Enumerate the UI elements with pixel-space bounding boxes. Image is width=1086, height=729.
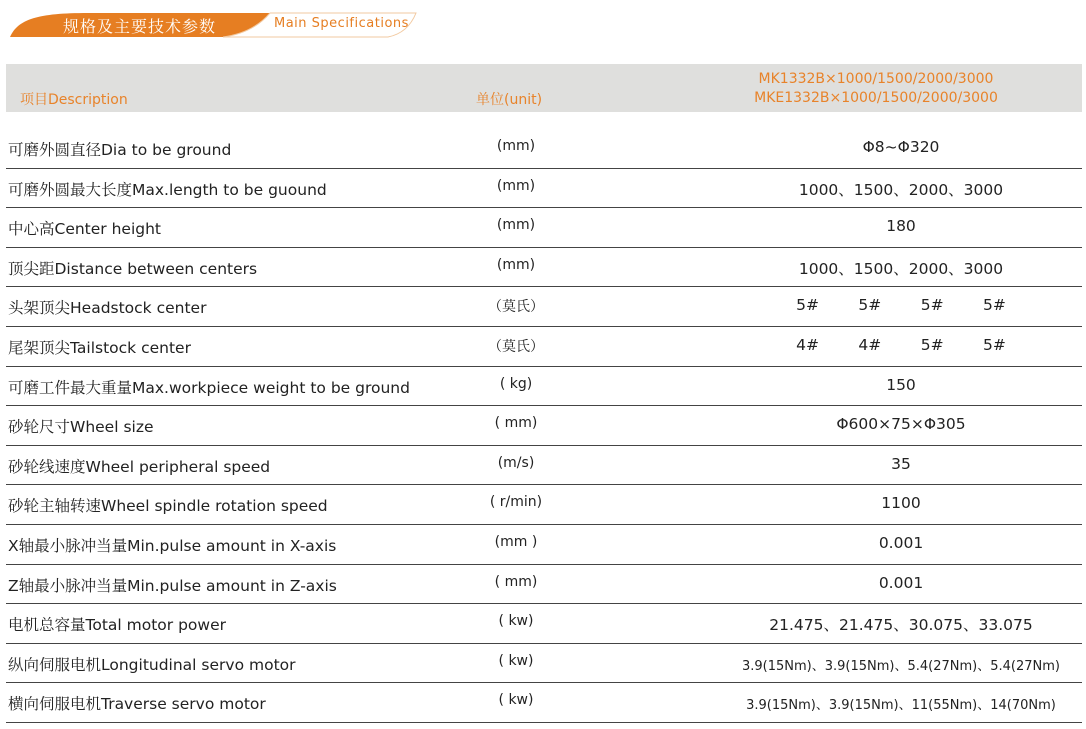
header-description: 项目Description: [20, 92, 128, 108]
row-value: 21.475、21.475、30.075、33.075: [769, 616, 1033, 635]
row-unit: （莫氏）: [488, 338, 544, 355]
section-banner: [8, 11, 418, 38]
row-value: 3.9(15Nm)、3.9(15Nm)、11(55Nm)、14(70Nm): [746, 698, 1056, 714]
row-description: 可磨外圆最大长度Max.length to be guound: [8, 180, 327, 199]
row-value: Φ600×75×Φ305: [836, 415, 966, 434]
row-description: 可磨外圆直径Dia to be ground: [8, 141, 232, 159]
row-description: 砂轮尺寸Wheel size: [8, 418, 154, 437]
row-unit: （莫氏）: [488, 299, 544, 316]
row-description: 横向伺服电机Traverse servo motor: [8, 695, 266, 714]
row-description: 可磨工件最大重量Max.workpiece weight to be ground: [8, 378, 410, 397]
row-unit: (mm): [496, 217, 536, 234]
table-row: [6, 406, 1082, 446]
table-row: [6, 208, 1082, 248]
row-description: X轴最小脉冲当量Min.pulse amount in X-axis: [8, 536, 337, 555]
table-row: [6, 485, 1082, 525]
row-unit: (mm ): [494, 533, 538, 550]
row-description: 中心高Center height: [8, 220, 162, 239]
row-description: 砂轮线速度Wheel peripheral speed: [8, 457, 271, 476]
row-unit: ( mm): [494, 415, 538, 432]
row-unit: ( kw): [498, 652, 534, 669]
row-unit: ( kw): [498, 692, 534, 709]
spec-table: [6, 129, 1082, 723]
row-unit: (mm): [496, 177, 536, 194]
row-value: Φ8~Φ320: [862, 138, 940, 156]
banner-title-en: Main Specifications: [274, 16, 409, 31]
row-description: 纵向伺服电机Longitudinal servo motor: [8, 655, 296, 674]
row-value: 5# 5# 5# 5#: [796, 296, 1006, 315]
row-description: 砂轮主轴转速Wheel spindle rotation speed: [8, 497, 328, 516]
row-value: 0.001: [878, 573, 924, 592]
row-value: 1000、1500、2000、3000: [798, 180, 1004, 199]
row-value: 3.9(15Nm)、3.9(15Nm)、5.4(27Nm)、5.4(27Nm): [742, 658, 1060, 674]
table-row: [6, 327, 1082, 367]
header-models: [706, 70, 1046, 108]
row-value: 1000、1500、2000、3000: [798, 259, 1004, 278]
header-model-1: MK1332B×1000/1500/2000/3000: [758, 71, 994, 87]
row-description: 电机总容量Total motor power: [8, 616, 226, 635]
row-value: 4# 4# 5# 5#: [796, 335, 1006, 354]
header-unit: 单位(unit): [476, 92, 543, 108]
row-unit: (mm): [496, 138, 536, 154]
header-model-2: MKE1332B×1000/1500/2000/3000: [754, 90, 998, 106]
table-row: [6, 565, 1082, 605]
table-row: [6, 169, 1082, 209]
row-unit: ( mm): [494, 573, 538, 590]
table-row: [6, 248, 1082, 288]
row-unit: (mm): [496, 256, 536, 273]
row-value: 180: [886, 217, 916, 236]
row-value: 35: [891, 454, 911, 473]
row-description: 顶尖距Distance between centers: [8, 259, 258, 278]
row-unit: ( r/min): [489, 494, 543, 511]
table-header: [6, 64, 1082, 112]
table-row: [6, 446, 1082, 486]
row-value: 150: [886, 375, 916, 394]
table-row: [6, 367, 1082, 407]
table-row: [6, 604, 1082, 644]
table-row: [6, 129, 1082, 169]
row-unit: (m/s): [497, 454, 535, 471]
table-row: [6, 525, 1082, 565]
table-row: [6, 287, 1082, 327]
row-unit: ( kw): [498, 613, 534, 630]
row-description: 头架顶尖Headstock center: [8, 299, 207, 318]
banner-title-cn: 规格及主要技术参数: [63, 17, 217, 36]
table-row: [6, 683, 1082, 723]
row-description: Z轴最小脉冲当量Min.pulse amount in Z-axis: [8, 576, 337, 595]
row-value: 0.001: [878, 533, 924, 552]
table-row: [6, 644, 1082, 684]
row-unit: ( kg): [499, 375, 533, 392]
row-description: 尾架顶尖Tailstock center: [8, 338, 191, 357]
row-value: 1100: [881, 494, 921, 513]
